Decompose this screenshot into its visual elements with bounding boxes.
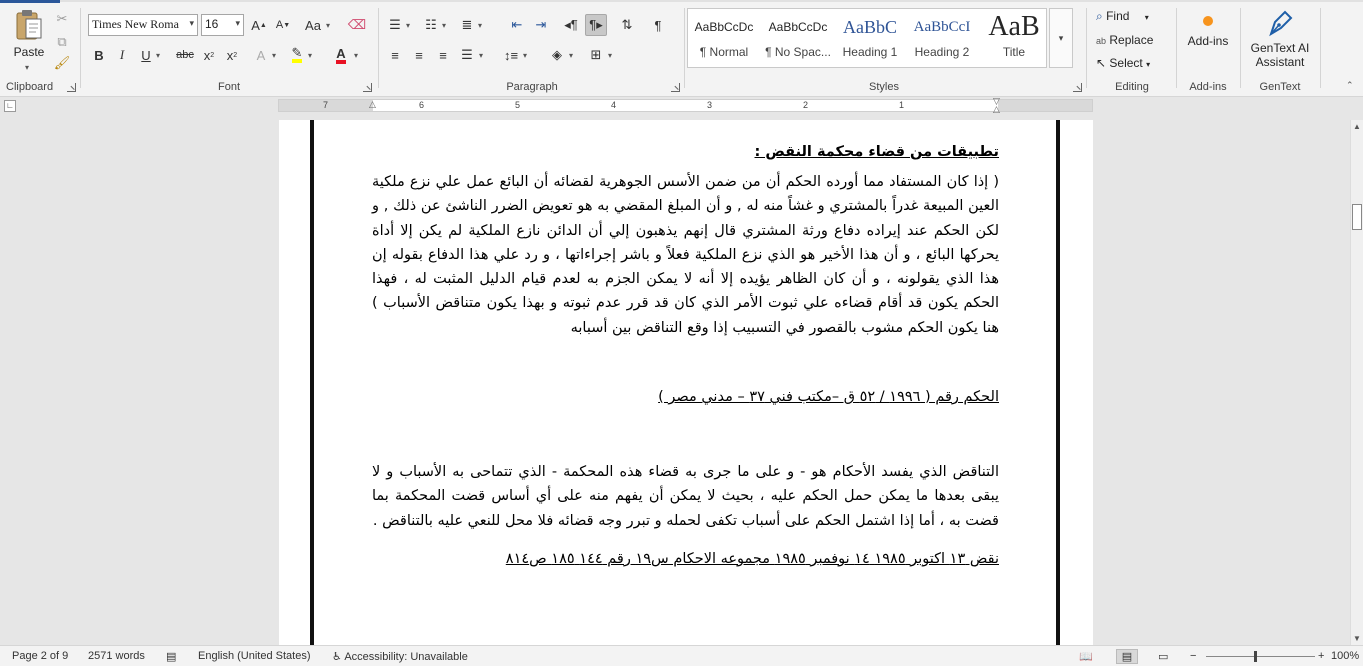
- underline-icon: U: [141, 47, 151, 63]
- accessibility-icon: ♿: [332, 651, 342, 663]
- page-border-right: [1056, 120, 1060, 645]
- borders-button[interactable]: [585, 44, 607, 66]
- chevron-down-icon: ▾: [1146, 60, 1151, 69]
- separator: [80, 8, 81, 88]
- addins-group-label: Add-ins: [1189, 81, 1227, 93]
- font-color-icon: A: [336, 47, 345, 64]
- copy-icon: ⧉: [57, 34, 67, 49]
- font-name-box[interactable]: [88, 14, 198, 36]
- styles-group-label: Styles: [869, 81, 899, 93]
- scroll-up-icon[interactable]: ▲: [1353, 122, 1361, 131]
- clipboard-group: [0, 4, 80, 94]
- italic-icon: I: [119, 47, 125, 62]
- scroll-thumb[interactable]: [1352, 204, 1362, 230]
- ltr-direction-button[interactable]: [560, 14, 582, 36]
- right-indent-marker[interactable]: ▽ △: [993, 96, 1000, 114]
- font-size-box[interactable]: [201, 14, 244, 36]
- align-left-icon: ≡: [391, 47, 399, 63]
- cut-button[interactable]: [51, 8, 73, 30]
- ruler-number: 6: [419, 100, 425, 110]
- align-left-button[interactable]: [384, 44, 406, 66]
- paste-label: Paste: [13, 45, 45, 59]
- styles-launcher-icon[interactable]: [1073, 83, 1082, 92]
- font-launcher-icon[interactable]: [363, 83, 372, 92]
- pen-nib-icon: [1265, 8, 1295, 38]
- show-marks-button[interactable]: [647, 14, 669, 36]
- addins-group: [1178, 4, 1238, 94]
- change-case-icon: Aa: [305, 17, 321, 33]
- gentext-assistant-button[interactable]: [1242, 8, 1318, 69]
- chevron-down-icon: ▾: [308, 51, 313, 60]
- horizontal-ruler[interactable]: [278, 96, 1093, 114]
- separator: [1320, 8, 1321, 88]
- separator: [1240, 8, 1241, 88]
- print-layout-icon[interactable]: ▤: [1116, 649, 1138, 664]
- select-button[interactable]: [1096, 56, 1150, 70]
- borders-icon: ⊞: [590, 47, 602, 62]
- grow-font-button[interactable]: A ▲: [251, 17, 267, 33]
- rtl-direction-button[interactable]: [585, 14, 607, 36]
- proofing-icon[interactable]: ▤: [166, 651, 177, 663]
- ribbon: [0, 0, 1363, 97]
- scroll-down-icon[interactable]: ▼: [1353, 634, 1361, 643]
- paste-icon: [13, 8, 45, 42]
- font-name-value: Times New Roma: [92, 17, 179, 31]
- style-name: Heading 2: [914, 45, 970, 59]
- read-mode-icon[interactable]: 📖: [1079, 651, 1093, 663]
- multilevel-list-icon: ≣: [461, 17, 473, 32]
- gentext-label-line1: GenText AI: [1250, 41, 1310, 55]
- chevron-down-icon: ▾: [326, 21, 331, 30]
- word-count[interactable]: 2571 words: [88, 650, 145, 662]
- zoom-slider-thumb[interactable]: [1254, 651, 1257, 662]
- underline-button[interactable]: [135, 44, 157, 66]
- font-group-label: Font: [217, 81, 240, 93]
- strikethrough-icon: abc: [176, 49, 194, 61]
- search-icon: ⌕: [1096, 9, 1103, 23]
- chevron-down-icon: ▾: [442, 21, 447, 30]
- ruler-number: 7: [323, 100, 329, 110]
- addins-label: Add-ins: [1187, 34, 1229, 48]
- multilevel-list-button[interactable]: [456, 14, 478, 36]
- paragraph-group: [382, 4, 682, 94]
- gentext-group-label: GenText: [1259, 81, 1301, 93]
- chevron-down-icon: ▾: [479, 51, 484, 60]
- chevron-down-icon: ▾: [569, 51, 574, 60]
- web-layout-icon[interactable]: ▭: [1158, 651, 1169, 663]
- pilcrow-icon: ¶: [654, 17, 662, 33]
- addins-icon: [1203, 16, 1213, 26]
- chevron-down-icon: ▾: [608, 51, 613, 60]
- chevron-down-icon: ▾: [1144, 13, 1149, 22]
- ruling-reference: نقض ١٣ اكتوبر ١٩٨٥ ١٤ نوفمبر ١٩٨٥ مجموعه الاحكام س١٩ رقم ١٤٤ ١٨٥ ص٨١٤: [505, 550, 999, 567]
- chevron-down-icon: ▾: [235, 19, 240, 29]
- paint-bucket-icon: ◈: [552, 47, 562, 62]
- accessibility-button[interactable]: [332, 650, 468, 663]
- document-area: [0, 115, 1350, 645]
- ruler-number: 1: [899, 100, 905, 110]
- bold-button[interactable]: [88, 44, 110, 66]
- highlight-button[interactable]: [286, 44, 308, 66]
- font-size-value: 16: [205, 17, 219, 31]
- find-button[interactable]: [1096, 9, 1149, 24]
- align-center-icon: ≡: [415, 47, 423, 63]
- collapse-ribbon-icon[interactable]: ⌃: [1346, 80, 1354, 90]
- clipboard-launcher-icon[interactable]: [67, 83, 76, 92]
- style-preview: AaBbCcDc: [694, 20, 754, 34]
- text-effects-icon: A: [256, 47, 266, 63]
- bullet-list-icon: ☰: [389, 17, 401, 32]
- line-spacing-icon: ↕≡: [503, 47, 519, 63]
- editing-group: [1090, 4, 1174, 94]
- style-name: Heading 1: [842, 45, 898, 59]
- chevron-down-icon: ▾: [478, 21, 483, 30]
- status-bar: [0, 645, 1363, 666]
- gentext-group: [1242, 4, 1318, 94]
- chevron-down-icon: ▾: [1058, 32, 1064, 43]
- select-label: Select: [1109, 56, 1143, 70]
- paragraph-group-label: Paragraph: [506, 81, 558, 93]
- language-indicator[interactable]: English (United States): [198, 650, 311, 662]
- chevron-down-icon: ▾: [406, 21, 411, 30]
- ruler-right-margin: [998, 100, 1092, 111]
- chevron-down-icon: ▾: [189, 19, 194, 29]
- styles-group: [684, 4, 1084, 94]
- editing-group-label: Editing: [1115, 81, 1149, 93]
- bullets-button[interactable]: [384, 14, 406, 36]
- accessibility-label: Accessibility: Unavailable: [344, 651, 468, 663]
- paragraph-launcher-icon[interactable]: [671, 83, 680, 92]
- rtl-paragraph-icon: ¶▸: [589, 17, 603, 32]
- separator: [1086, 8, 1087, 88]
- cursor-icon: ↖: [1096, 56, 1107, 70]
- replace-icon: ab: [1096, 36, 1107, 46]
- increase-indent-button[interactable]: [530, 14, 552, 36]
- eraser-icon: ⌫: [347, 17, 367, 32]
- format-painter-button[interactable]: [51, 52, 73, 74]
- clear-formatting-button[interactable]: [346, 14, 368, 36]
- increase-indent-icon: ⇥: [535, 17, 547, 32]
- zoom-level[interactable]: 100%: [1331, 650, 1360, 662]
- chevron-down-icon: ▾: [156, 51, 161, 60]
- find-label: Find: [1106, 9, 1130, 23]
- style-preview: AaBbCcDc: [768, 20, 828, 34]
- paste-button[interactable]: [8, 8, 50, 72]
- separator: [1176, 8, 1177, 88]
- replace-label: Replace: [1109, 33, 1154, 47]
- brush-icon: 🖌: [53, 55, 71, 70]
- ruling-reference: الحكم رقم ( ١٩٩٦ / ٥٢ ق –مكتب فني ٣٧ – مدني مصر ): [658, 389, 999, 406]
- style-name: ¶ No Spac...: [765, 45, 831, 59]
- scissors-icon: ✂: [56, 11, 68, 26]
- zoom-in-button[interactable]: +: [1318, 650, 1325, 662]
- shrink-font-icon: A: [275, 19, 284, 31]
- style-name: ¶ Normal: [699, 45, 749, 59]
- shading-button[interactable]: [546, 44, 568, 66]
- style-preview: AaBbCcI: [913, 18, 971, 35]
- section-heading: تطبيقات من قضاء محكمة النقض :: [754, 144, 999, 160]
- sort-button[interactable]: [616, 14, 638, 36]
- replace-button[interactable]: [1096, 33, 1153, 47]
- change-case-button[interactable]: [300, 14, 326, 36]
- decrease-indent-icon: ⇤: [511, 17, 523, 32]
- separator: [378, 8, 379, 88]
- ruler-number: 3: [707, 100, 713, 110]
- subscript-button[interactable]: x 2: [203, 47, 215, 63]
- strikethrough-button[interactable]: [174, 44, 196, 66]
- document-page[interactable]: [279, 120, 1093, 645]
- clipboard-group-label: Clipboard: [6, 81, 54, 93]
- line-spacing-button[interactable]: [500, 44, 522, 66]
- align-right-button[interactable]: [432, 44, 454, 66]
- highlighter-icon: ✎: [292, 47, 303, 63]
- grow-font-icon: A: [251, 17, 260, 33]
- ruler-number: 4: [611, 100, 617, 110]
- addins-button[interactable]: [1182, 14, 1234, 48]
- ribbon-topline: [0, 0, 1363, 2]
- text-effects-button[interactable]: [250, 44, 272, 66]
- superscript-button[interactable]: x 2: [226, 47, 238, 63]
- decrease-indent-button[interactable]: [506, 14, 528, 36]
- subscript-icon: x: [203, 47, 211, 63]
- align-right-icon: ≡: [439, 47, 447, 63]
- justify-icon: ☰: [461, 47, 473, 62]
- numbered-list-icon: ☷: [425, 17, 437, 32]
- align-center-button[interactable]: [408, 44, 430, 66]
- left-indent-marker[interactable]: △: [369, 99, 376, 109]
- vertical-scrollbar[interactable]: [1350, 120, 1363, 645]
- ruler-number: 5: [515, 100, 521, 110]
- chevron-down-icon: ▾: [354, 51, 359, 60]
- shrink-font-button[interactable]: A ▼: [275, 19, 291, 31]
- ltr-paragraph-icon: ◂¶: [564, 17, 578, 32]
- page-border-left: [310, 120, 314, 645]
- font-group: [84, 4, 374, 94]
- page-count[interactable]: Page 2 of 9: [12, 650, 69, 662]
- chevron-down-icon: ▾: [523, 51, 528, 60]
- italic-button[interactable]: [111, 44, 133, 66]
- font-color-button[interactable]: [330, 44, 352, 66]
- active-tab-indicator: [0, 0, 60, 3]
- paste-dropdown-icon: ▾: [25, 63, 30, 72]
- bold-icon: B: [94, 47, 104, 63]
- style-name: Title: [1002, 45, 1026, 59]
- sort-icon: ⇅: [621, 17, 633, 32]
- paragraph: ( إذا كان المستفاد مما أورده الحكم أن من ضمن الأسس الجوهرية لقضائه أن البائع عمل علي نزع ملكية العين المبيعة غدراً بالمشتري و غشاً منه له , و أن المبلغ المقضي به هو تعويض الضرر الناشئ عن ذلك , و لكن الحكم عند إيراده دفاع ورثة المشتري قال إنهم يذهبون إلي أن الدائن نازع الملكية لم يكن إلا أداة يحركها البائع ، و أن هذا الأخير هو الذي نزع الملكية فعلاً و باشر إجراءاتها ، و رد علي هذا الدفاع بقوله إن هذا الذي يقولونه ، و أن كان الظاهر يؤيده إلا أنه لا يمكن الجزم به لعدم قيام الدليل المثبت له ، فهذا الحكم يكون قد أقام قضاءه علي ثبوت الأمر الذي كان قد قرر عدم ثبوته و بهذا يكون متناقض الأسباب ) هنا يكون الحكم مشوب بالقصور في التسبيب إذا وقع التناقض بين أسبابه: [372, 174, 999, 336]
- zoom-slider[interactable]: [1206, 656, 1315, 657]
- tab-selector[interactable]: ∟: [4, 100, 16, 112]
- paragraph: التناقض الذي يفسد الأحكام هو - و على ما جرى به قضاء هذه المحكمة - الذي تتماحى به الأسباب و لا يبقى بعدها ما يمكن حمل الحكم عليه ، بحيث لا يمكن أن يفهم منه على أي أساس قضت المحكمة بما قضت به ، أما إذا اشتمل الحكم على أسباب تكفى لحمله و تبرر وجه قضائه فلا محل للنعي عليه بالتناقض .: [372, 464, 999, 529]
- ruler-number: 2: [803, 100, 809, 110]
- style-preview: AaBbC: [843, 16, 897, 37]
- ruler-bar: [0, 97, 1363, 115]
- numbering-button[interactable]: [420, 14, 442, 36]
- superscript-icon: x: [226, 47, 234, 63]
- justify-button[interactable]: [456, 44, 478, 66]
- gentext-label-line2: Assistant: [1255, 55, 1305, 69]
- style-preview: AaB: [988, 11, 1040, 42]
- copy-button[interactable]: [51, 31, 73, 53]
- zoom-out-button[interactable]: −: [1190, 650, 1197, 662]
- chevron-down-icon: ▾: [272, 51, 277, 60]
- document-content[interactable]: [372, 140, 999, 571]
